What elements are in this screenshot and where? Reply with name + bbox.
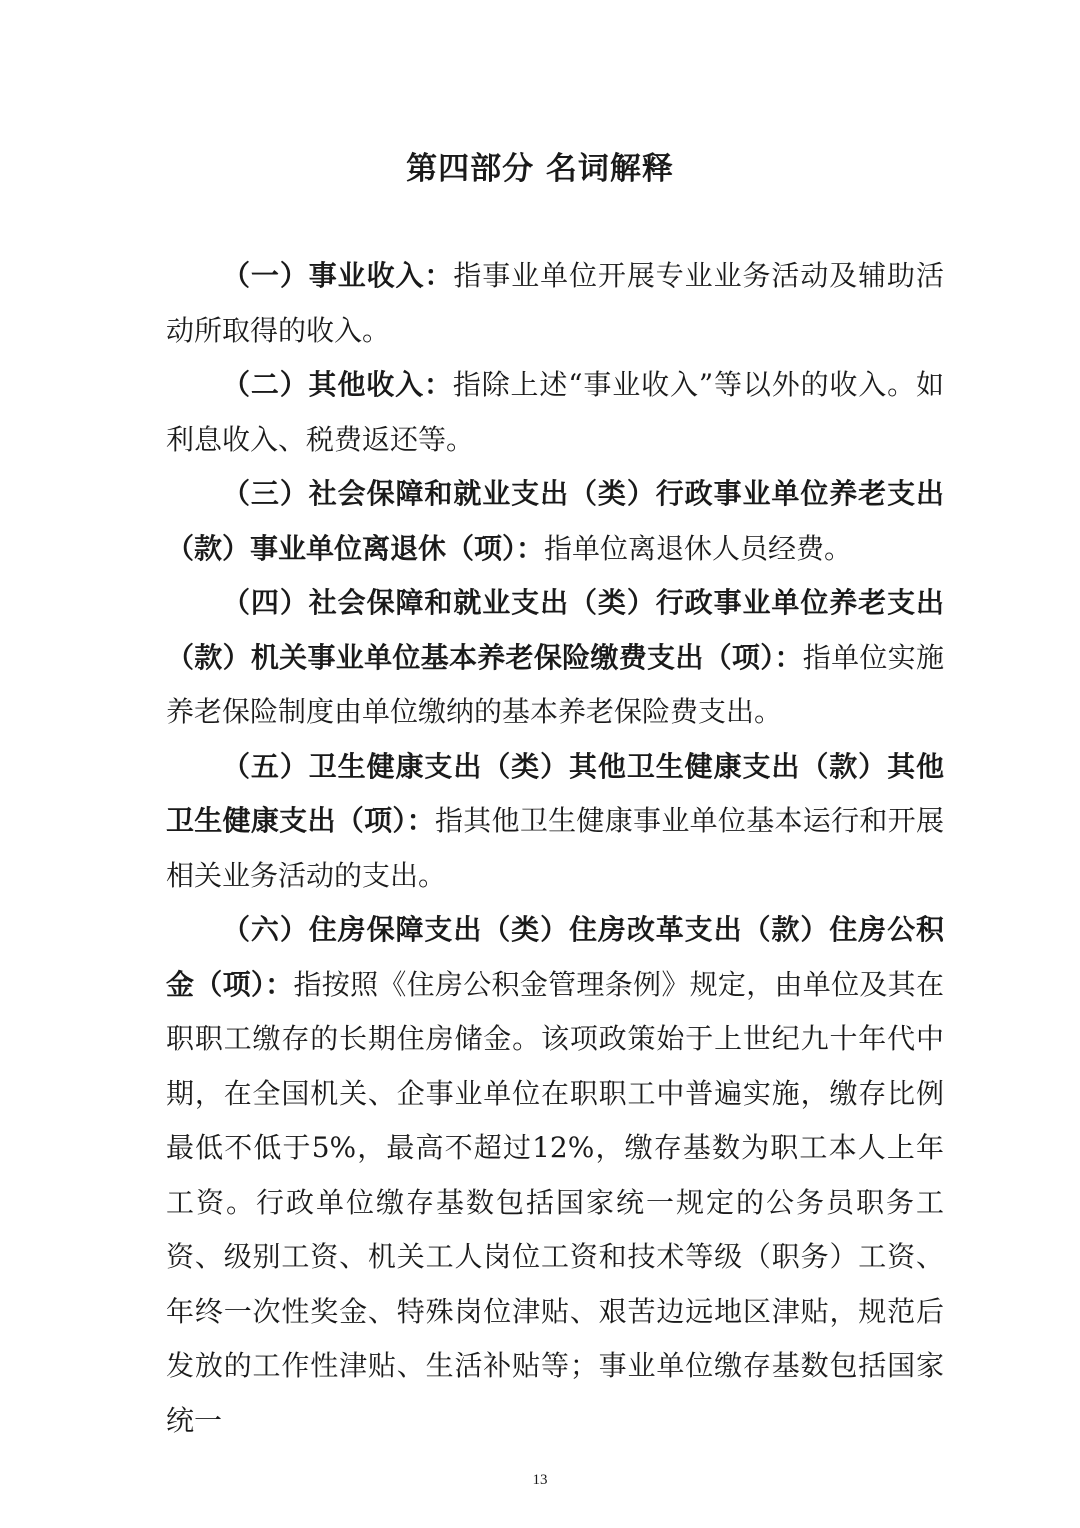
term-heading: （四）社会保障和就业支出（类）行政事业单位养老支出（款）机关事业单位基本养老保险缴费支出（项）： [166, 586, 944, 674]
term-definition: 指其他卫生健康事业单位基本运行和开展相关业务活动的支出。 [166, 804, 944, 892]
paragraph-3 [166, 467, 944, 576]
term-definition: 指除上述“事业收入”等以外的收入。如利息收入、税费返还等。 [166, 368, 944, 456]
paragraph-4 [166, 576, 944, 740]
term-heading: （一）事业收入： [222, 259, 454, 292]
term-definition: 指事业单位开展专业业务活动及辅助活动所取得的收入。 [166, 259, 944, 347]
paragraph-1 [166, 249, 944, 358]
paragraph-6 [166, 903, 944, 1448]
term-heading: （六）住房保障支出（类）住房改革支出（款）住房公积金（项）： [166, 913, 944, 1001]
paragraph-5 [166, 740, 944, 904]
page-number: 13 [532, 1472, 548, 1488]
page-title: 第四部分 名词解释 [406, 151, 674, 187]
paragraph-2 [166, 358, 944, 467]
term-definition: 指按照《住房公积金管理条例》规定，由单位及其在职职工缴存的长期住房储金。该项政策始于上世纪九十年代中期，在全国机关、企事业单位在职职工中普遍实施，缴存比例最低不低于5%，最高不超过12%，缴存基数为职工本人上年工资。行政单位缴存基数包括国家统一规定的公务员职务工资、级别工资、机关工人岗位工资和技术等级（职务）工资、年终一次性奖金、特殊岗位津贴、艰苦边远地区津贴，规范后发放的工作性津贴、生活补贴等；事业单位缴存基数包括国家统一 [166, 967, 944, 1437]
term-heading: （五）卫生健康支出（类）其他卫生健康支出（款）其他卫生健康支出（项）： [166, 749, 944, 837]
term-definition: 指单位离退休人员经费。 [544, 531, 853, 565]
document-body [166, 249, 944, 1448]
term-definition: 指单位实施养老保险制度由单位缴纳的基本养老保险费支出。 [166, 640, 944, 728]
term-heading: （二）其他收入： [222, 368, 453, 401]
term-heading: （三）社会保障和就业支出（类）行政事业单位养老支出（款）事业单位离退休（项）： [166, 477, 944, 565]
